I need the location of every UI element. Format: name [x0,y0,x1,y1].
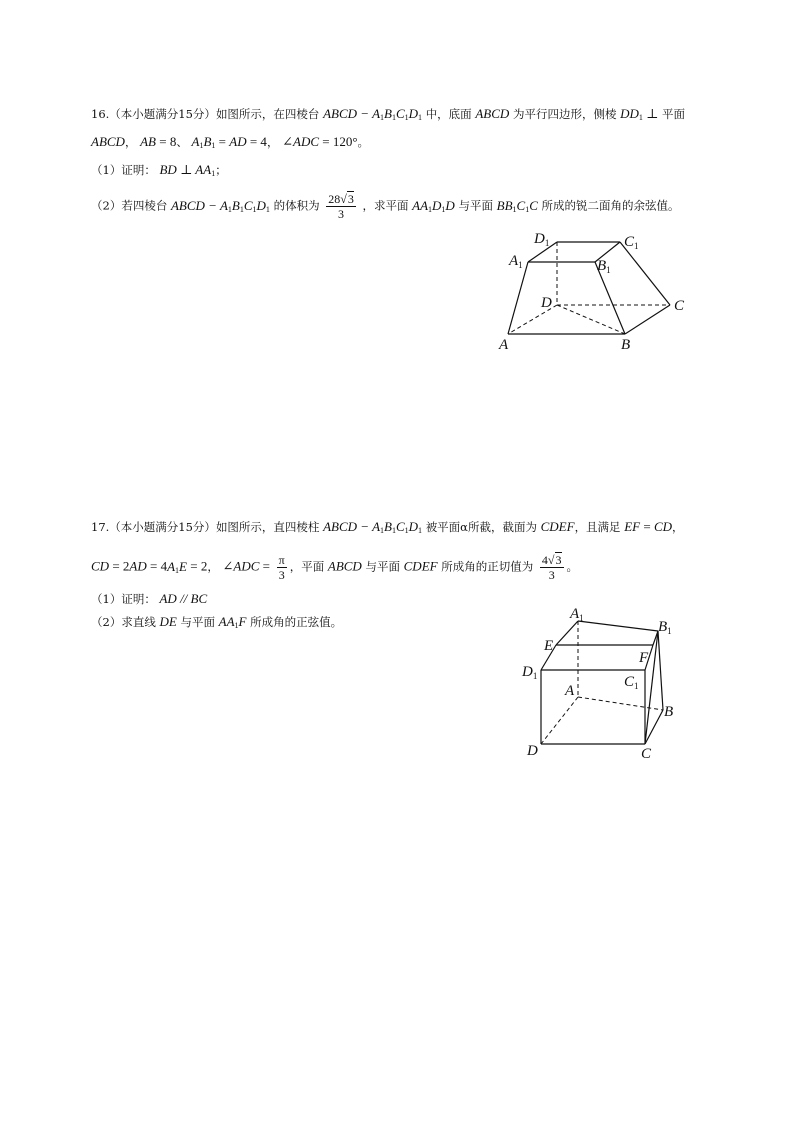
p17-label-A: A [565,683,575,699]
p17-part2-label: （2）求直线 [91,615,156,629]
p16-text: 为平行四边形，侧棱 [512,107,617,121]
p16-plane2: $BB_1C_1C$ [496,197,538,214]
p17-line2: CD = $2AD = 4A_1E = 2$， ∠ADC = $\frac{\pi}{3}$ ，平面 ABCD 与平面 CDEF 所成角的正切值为 $\frac{4√3}{3}$ 。 [91,553,578,582]
p17-text: 与平面 [180,615,215,629]
p16-angle: ∠ADC = 120° [282,134,358,149]
p17-text: ，平面 [289,559,325,574]
p16-line2: ABCD， AB = 8、 $A_1B_1$ = AD = 4， ∠ADC = 120°。 [91,134,370,150]
p16-base: ABCD [475,106,510,121]
p17-text: ， [672,520,684,534]
p16-text: 、 [176,135,188,149]
p16-part2-label: （2）若四棱台 [91,198,168,213]
p16-part1-label: （1）证明： [91,163,156,177]
p16-label-B: B [621,337,631,353]
p17-label-D1: $D_1$ [522,664,538,681]
p17-text: 与平面 [365,559,400,574]
p16-text: 中，底面 [425,107,472,121]
frac-num: 4√3 [541,553,562,567]
p16-plane: ABCD [91,134,125,149]
p17-text: 所成角的正切值为 [441,559,534,574]
p16-label-D: D [541,295,552,311]
p17-plane1: ABCD [327,558,362,574]
frac-num: π [278,553,285,567]
p17-score-note: （本小题满分15分） [109,520,216,534]
p16-label-A: A [499,337,509,353]
p16-label-C: C [674,298,685,314]
p17-cd-eq: CD [91,558,110,574]
p17-label-C1: $C_1$ [624,674,639,691]
p17-plane-aa1f: $AA_1F$ [218,614,247,630]
p16-number: 16. [91,107,110,121]
p16-text: 的体积为 [273,198,320,213]
p17-label-F: F [639,650,649,666]
frac-den: 3 [548,568,555,582]
p17-part1-stmt: AD // BC [159,591,208,606]
p17-label-B1: $B_1$ [658,619,672,636]
frac-num: 28√3 [328,192,354,206]
p17-prism-name: ABCD − $A_1B_1C_1D_1$ [323,519,423,535]
p16-frustum-name: ABCD − $A_1B_1C_1D_1$ [323,106,423,122]
p16-a1b1: $A_1B_1$ [191,134,216,150]
p17-text: ， [207,559,219,574]
p16-score-note: （本小题满分15分） [109,107,216,121]
p17-number: 17. [91,520,110,534]
p17-angle: ∠ADC = [222,558,270,574]
p17-section: CDEF [540,519,575,534]
p16-label-C1: $C_1$ [624,234,639,251]
p16-text: ； [215,163,227,177]
p17-ef-cd: EF [624,519,641,534]
p17-line1: 17.（本小题满分15分）如图所示，直四棱柱 ABCD − $A_1B_1C_1D_1$ 被平面α所截，截面为 CDEF，且满足 EF = CD， [91,519,684,535]
p17-label-E: E [544,638,554,654]
p17-label-C: C [641,746,652,762]
p16-text: ， [124,135,137,149]
p17-plane2: CDEF [403,558,438,574]
p17-text: ，且满足 [574,520,621,534]
p17-part1-label: （1）证明： [91,592,156,606]
p16-ab: AB [140,134,156,149]
p17-line-de: DE [159,614,177,629]
frac-den: 3 [338,207,345,221]
p16-text: ， [266,135,279,149]
p16-part1-stmt: BD ⊥ $AA_1$ [159,162,216,178]
p17-label-B: B [664,704,674,720]
frac-den: 3 [278,568,285,582]
p16-label-A1: $A_1$ [509,253,523,270]
p17-text: 所成角的正弦值。 [250,615,343,629]
p16-text: ，求平面 [362,198,409,213]
p17-text: 被平面α所截，截面为 [425,520,537,534]
p17-text: 。 [566,559,578,574]
p16-text: 如图所示，在四棱台 [215,107,320,121]
p16-text: 与平面 [458,198,493,213]
p16-text: 平面 [662,107,686,121]
p16-frustum-name: ABCD − $A_1B_1C_1D_1$ [170,197,270,214]
p17-label-D: D [527,743,538,759]
p16-text: 所成的锐二面角的余弦值。 [541,198,680,213]
p17-label-A1: $A_1$ [570,606,584,623]
p16-edge: $DD_1$ ⊥ [620,106,659,122]
p16-text: 。 [357,135,370,149]
p16-plane1: $AA_1D_1D$ [412,197,455,214]
p16-label-D1: $D_1$ [534,231,550,248]
p17-text: 如图所示，直四棱柱 [215,520,320,534]
p16-label-B1: $B_1$ [597,258,611,275]
